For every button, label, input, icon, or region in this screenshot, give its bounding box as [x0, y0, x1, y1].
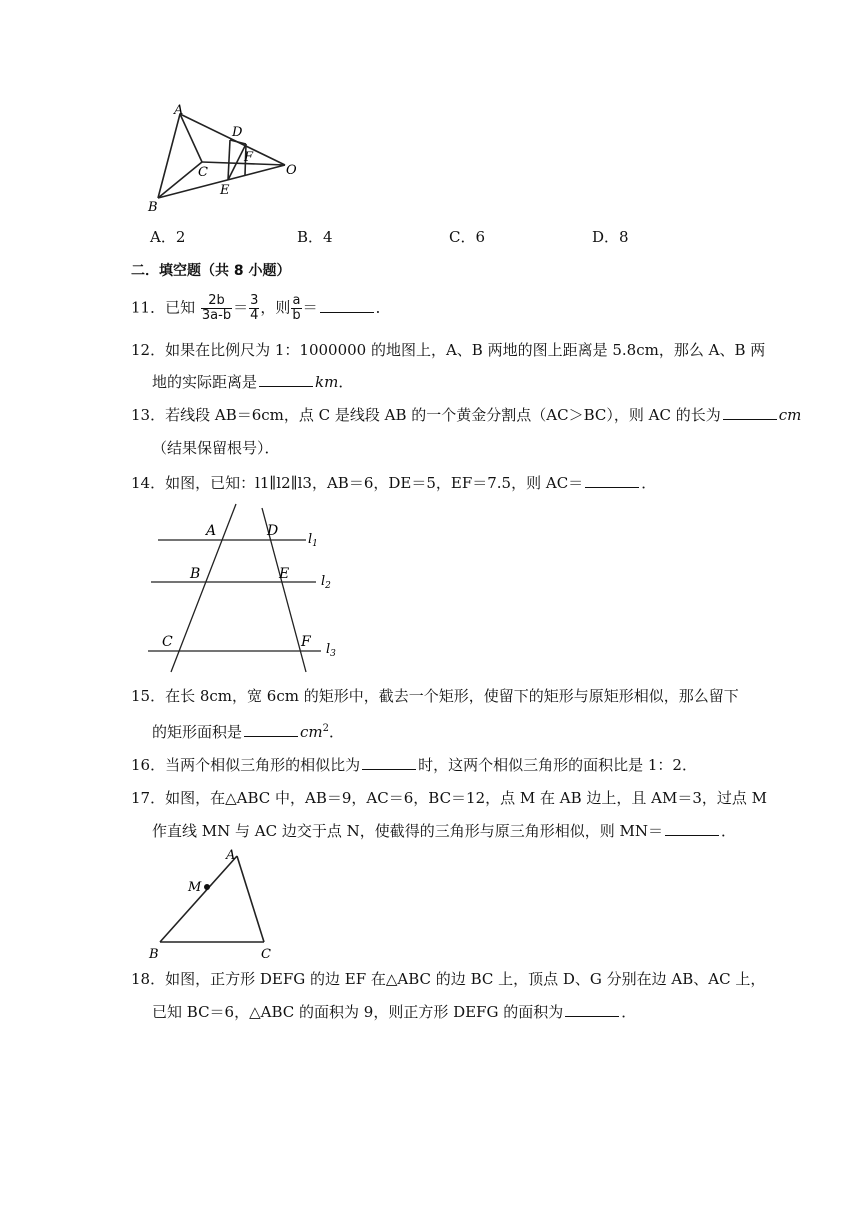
- q13-line2: （结果保留根号）．: [152, 439, 280, 457]
- q13-answer-blank[interactable]: [723, 405, 777, 420]
- q15-unit: cm: [300, 723, 323, 741]
- fig14-l3-sub: 3: [330, 649, 336, 659]
- q16-answer-blank[interactable]: [362, 755, 416, 770]
- q18-answer-blank[interactable]: [565, 1002, 619, 1017]
- q12-unit: km: [315, 373, 339, 391]
- fig14-l1-sub: 1: [312, 539, 318, 549]
- fig14-l2-sub: 2: [325, 581, 331, 591]
- q18-line1: 如图，正方形 DEFG 的边 EF 在△ABC 的边 BC 上，顶点 D、G 分别在边 AB、AC 上，: [165, 970, 766, 988]
- fig14-l1-letter: l: [308, 532, 313, 547]
- section-heading: 二．填空题（共 8 小题）: [131, 263, 291, 279]
- q14-end: ．: [641, 474, 657, 492]
- figure-parallel-lines: [146, 500, 346, 680]
- fig-label-C: C: [198, 165, 208, 180]
- fig14-label-l3: [326, 642, 336, 659]
- q17-line2-pre: 作直线 MN 与 AC 边交于点 N，使截得的三角形与原三角形相似，则 MN＝: [152, 822, 664, 840]
- question-18-line-1: [131, 969, 765, 989]
- fig14-label-A: A: [206, 523, 217, 539]
- fig-label-A: A: [174, 103, 184, 118]
- q14-answer-blank[interactable]: [585, 473, 639, 488]
- question-15-line-2: [152, 719, 344, 742]
- q11-frac1-den: 3a-b: [201, 308, 232, 323]
- q11-mid: ，则: [260, 298, 291, 317]
- q15-line2-pre: 的矩形面积是: [152, 723, 243, 741]
- q12-answer-blank[interactable]: [259, 372, 313, 387]
- q15-line1: 在长 8cm，宽 6cm 的矩形中，截去一个矩形，使留下的矩形与原矩形相似，那么留下: [165, 687, 739, 705]
- q11-fraction-2: [249, 294, 259, 323]
- question-12-line-1: [131, 340, 765, 360]
- q11-frac2-den: 4: [250, 308, 259, 323]
- fig14-label-B: B: [190, 566, 201, 582]
- q15-sup: 2: [322, 723, 330, 734]
- q17-answer-blank[interactable]: [665, 821, 719, 836]
- question-15-line-1: [131, 686, 739, 706]
- option-c: C．6: [449, 228, 486, 246]
- q11-number: 11．: [131, 298, 166, 317]
- q11-end: ．: [375, 298, 391, 317]
- q11-frac3-den: b: [292, 308, 301, 323]
- question-13-line-2: [152, 438, 280, 458]
- fig14-l3-letter: l: [326, 642, 331, 657]
- fig-label-D: D: [232, 125, 243, 140]
- q12-line1: 如果在比例尺为 1：1000000 的地图上，A、B 两地的图上距离是 5.8cm，那么 A、B 两: [165, 341, 766, 359]
- fig17-label-M: M: [188, 880, 202, 895]
- q16-post: 时，这两个相似三角形的面积比是 1：2．: [418, 756, 697, 774]
- q12-number: 12．: [131, 341, 166, 359]
- q13-line1-pre: 若线段 AB＝6cm，点 C 是线段 AB 的一个黄金分割点（AC＞BC），则 AC 的长为: [165, 406, 721, 424]
- q11-fraction-3: [291, 294, 301, 323]
- q11-frac1-num: 2b: [201, 294, 232, 309]
- q11-eq: ＝: [233, 298, 249, 317]
- q18-number: 18．: [131, 970, 166, 988]
- q17-line1: 如图，在△ABC 中，AB＝9，AC＝6，BC＝12，点 M 在 AB 边上，且 AM＝3，过点 M: [165, 789, 768, 807]
- q11-fraction-1: [201, 294, 232, 323]
- q11-pre: 已知: [165, 298, 196, 317]
- fig14-l2-letter: l: [321, 574, 326, 589]
- q11-frac3-num: a: [292, 293, 301, 308]
- q13-unit: cm: [778, 406, 802, 424]
- question-13-line-1: [131, 405, 801, 425]
- question-11: [131, 294, 391, 323]
- q15-answer-blank[interactable]: [244, 722, 298, 737]
- q17-end: ．: [721, 822, 737, 840]
- question-18-line-2: [152, 1002, 636, 1022]
- q11-answer-blank[interactable]: [320, 298, 374, 313]
- q15-number: 15．: [131, 687, 166, 705]
- question-14: [131, 473, 656, 493]
- question-16: [131, 755, 697, 775]
- q14-number: 14．: [131, 474, 166, 492]
- option-b: B．4: [297, 228, 333, 246]
- fig-label-E: E: [220, 183, 230, 198]
- q16-pre: 当两个相似三角形的相似比为: [165, 756, 361, 774]
- question-17-line-1: [131, 788, 767, 808]
- q11-post: ＝: [302, 298, 318, 317]
- fig14-label-F: F: [301, 634, 311, 650]
- option-a: A．2: [150, 228, 186, 246]
- q18-line2-pre: 已知 BC＝6，△ABC 的面积为 9，则正方形 DEFG 的面积为: [152, 1003, 564, 1021]
- fig17-label-A: A: [226, 848, 236, 863]
- q13-number: 13．: [131, 406, 166, 424]
- fig-label-O: O: [286, 163, 297, 178]
- fig-label-B: B: [148, 200, 158, 215]
- option-d: D．8: [592, 228, 629, 246]
- q15-end: ．: [329, 723, 345, 741]
- fig-label-F: F: [244, 150, 254, 165]
- q11-frac2-num: 3: [250, 293, 259, 308]
- fig14-label-l2: [321, 574, 331, 591]
- q18-end: ．: [621, 1003, 637, 1021]
- fig14-label-D: D: [267, 523, 279, 539]
- point-m-dot: [204, 884, 210, 890]
- q12-line2-pre: 地的实际距离是: [152, 373, 258, 391]
- q14-text: 如图，已知：l1∥l2∥l3，AB＝6，DE＝5，EF＝7.5，则 AC＝: [165, 474, 584, 492]
- figure-top-diagram: [140, 98, 300, 216]
- q16-number: 16．: [131, 756, 166, 774]
- fig14-label-C: C: [162, 634, 173, 650]
- fig17-label-B: B: [149, 947, 159, 962]
- q12-end: ．: [338, 373, 354, 391]
- question-17-line-2: [152, 821, 736, 841]
- question-12-line-2: [152, 372, 353, 392]
- fig14-label-E: E: [279, 566, 290, 582]
- q17-number: 17．: [131, 789, 166, 807]
- fig14-label-l1: [308, 532, 318, 549]
- fig17-label-C: C: [261, 947, 271, 962]
- figure-triangle-abc: [140, 842, 280, 964]
